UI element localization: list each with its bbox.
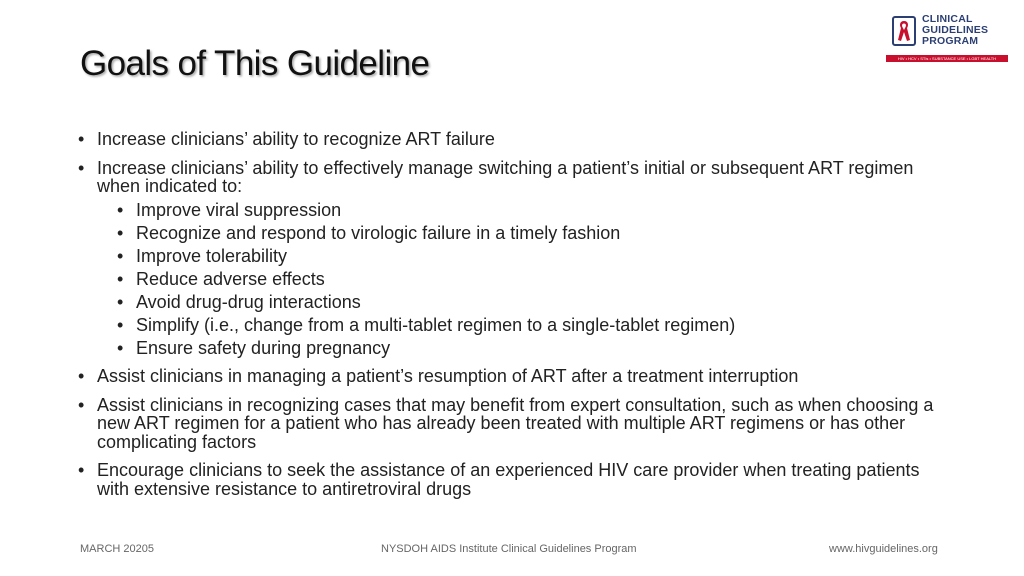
logo-tagline-bar: HIV • HCV • STIs • SUBSTANCE USE • LGBT HEALTH	[886, 55, 1008, 62]
bullet-icon: •	[117, 337, 124, 358]
footer-program: NYSDOH AIDS Institute Clinical Guidelines Program	[381, 543, 637, 555]
sub-goal-item	[117, 270, 948, 289]
goal-text: Assist clinicians in recognizing cases that may benefit from expert consultation, such as when choosing a new ART regimen for a patient who has already been treated with multiple ART regimens or has other complicating factors	[97, 394, 934, 452]
bullet-icon: •	[117, 199, 124, 220]
logo-line-1: CLINICAL	[922, 13, 973, 25]
sub-goal-item	[117, 293, 948, 312]
footer-date: MARCH 20205	[80, 543, 154, 555]
slide-title: Goals of This Guideline	[80, 44, 430, 83]
goal-item	[78, 396, 948, 452]
sub-goals-list	[97, 201, 948, 358]
bullet-icon: •	[78, 460, 85, 480]
goal-text: Increase clinicians’ ability to effectively manage switching a patient’s initial or subsequent ART regimen when indicated to:	[97, 157, 914, 196]
bullet-icon: •	[117, 291, 124, 312]
goal-item	[78, 461, 948, 498]
bullet-icon: •	[117, 222, 124, 243]
logo-frame	[892, 16, 916, 46]
bullet-icon: •	[78, 366, 85, 386]
logo-line-2: GUIDELINES	[922, 24, 989, 36]
red-ribbon-icon	[897, 20, 911, 42]
sub-goal-item	[117, 224, 948, 243]
sub-goal-item	[117, 339, 948, 358]
goal-text: Encourage clinicians to seek the assistance of an experienced HIV care provider when treating patients with extensive resistance to antiretroviral drugs	[97, 460, 920, 499]
bullet-icon: •	[78, 157, 85, 178]
bullet-icon: •	[78, 394, 85, 415]
goal-text: Increase clinicians’ ability to recognize ART failure	[97, 129, 495, 149]
goal-text: Assist clinicians in managing a patient’s resumption of ART after a treatment interruption	[97, 366, 799, 386]
sub-goal-text: Improve tolerability	[136, 245, 288, 266]
sub-goal-text: Recognize and respond to virologic failure in a timely fashion	[136, 222, 621, 243]
sub-goal-item	[117, 316, 948, 335]
sub-goal-text: Improve viral suppression	[136, 199, 342, 220]
sub-goal-item	[117, 201, 948, 220]
goals-list	[78, 130, 948, 508]
sub-goal-text: Simplify (i.e., change from a multi-tablet regimen to a single-tablet regimen)	[136, 314, 736, 335]
bullet-icon: •	[117, 314, 124, 335]
goal-item	[78, 130, 948, 149]
logo-wordmark	[922, 14, 988, 47]
sub-goal-text: Ensure safety during pregnancy	[136, 337, 391, 358]
goal-item	[78, 159, 948, 358]
bullet-icon: •	[78, 129, 85, 149]
logo-line-3: PROGRAM	[922, 35, 979, 47]
goal-item	[78, 367, 948, 386]
bullet-icon: •	[117, 268, 124, 289]
sub-goal-item	[117, 247, 948, 266]
sub-goal-text: Avoid drug-drug interactions	[136, 291, 361, 312]
footer-website: www.hivguidelines.org	[829, 543, 938, 555]
sub-goal-text: Reduce adverse effects	[136, 268, 325, 289]
bullet-icon: •	[117, 245, 124, 266]
clinical-guidelines-program-logo	[886, 14, 1010, 64]
